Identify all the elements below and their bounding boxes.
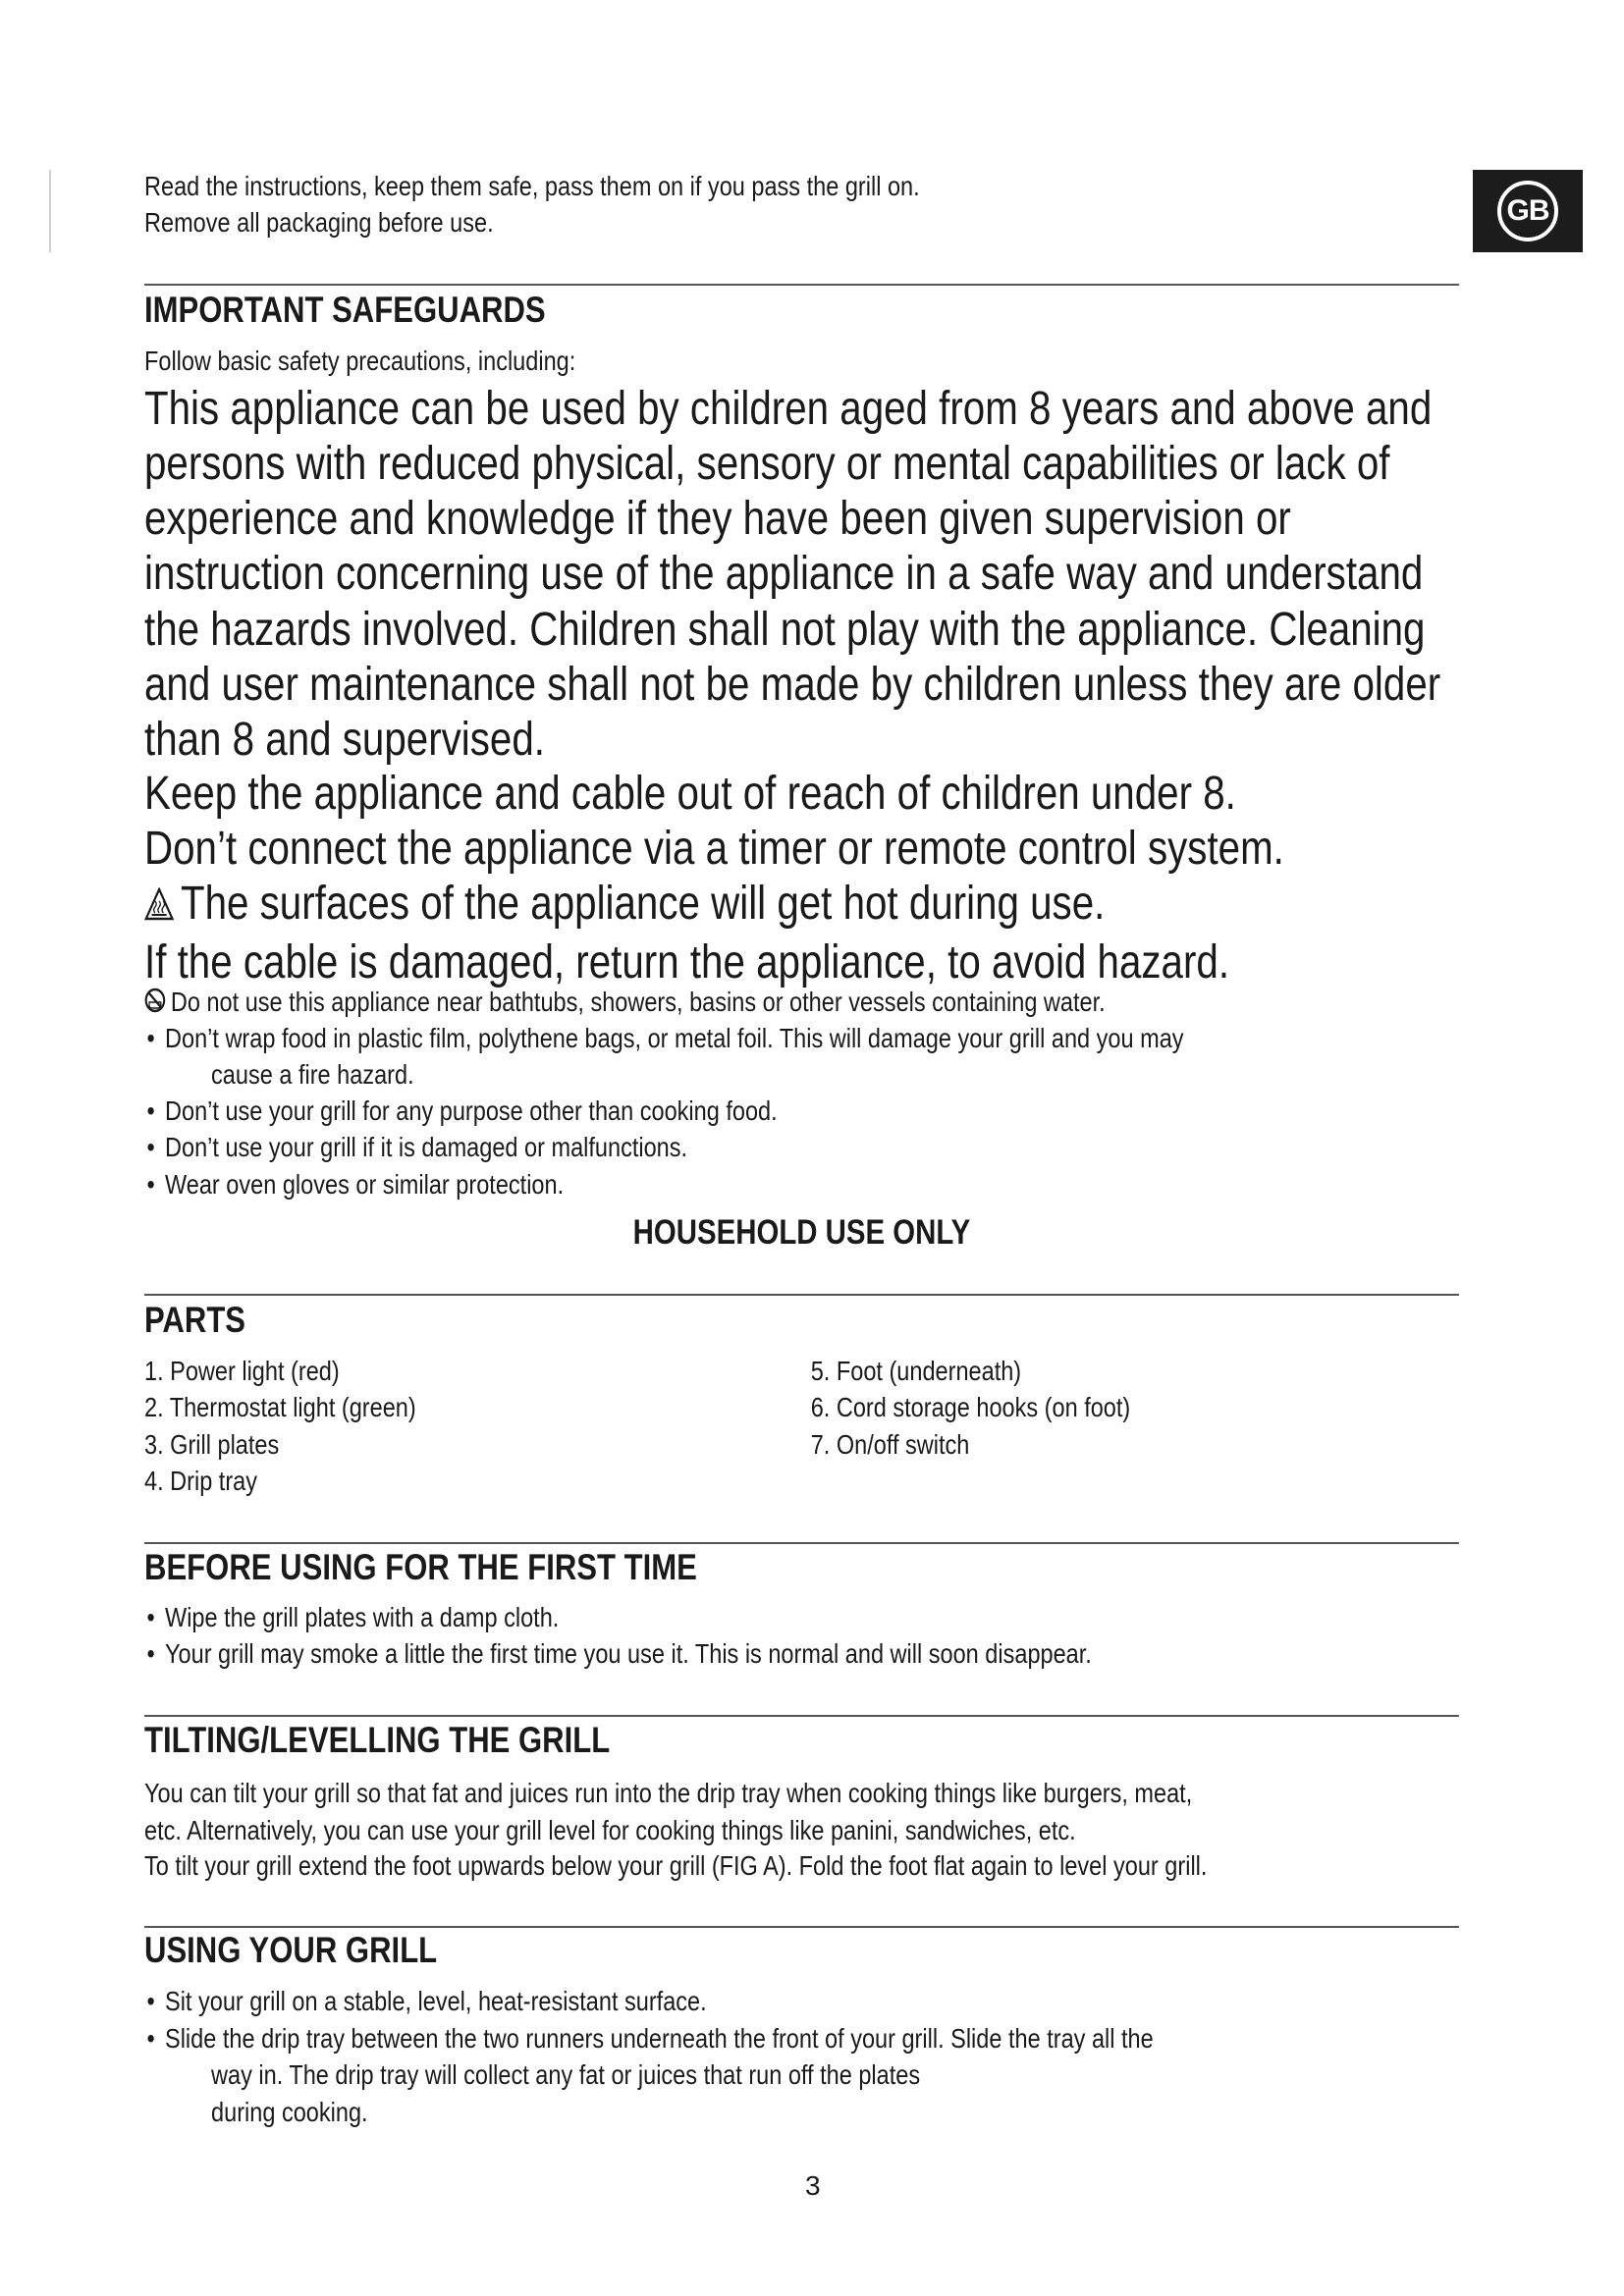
bullet-item: • Wipe the grill plates with a damp cloth.	[144, 1600, 559, 1635]
bullet-item: • Your grill may smoke a little the first time you use it. This is normal and will soon disappear.	[144, 1636, 1092, 1672]
section-title-first-time: BEFORE USING FOR THE FIRST TIME	[144, 1547, 697, 1587]
section-divider	[144, 1542, 1459, 1544]
page-content	[144, 0, 1459, 2296]
tilting-text: To tilt your grill extend the foot upwards below your grill (FIG A). Fold the foot flat again to level your grill.	[144, 1850, 1208, 1881]
page-number: 3	[805, 2170, 821, 2201]
hot-surface-line	[144, 877, 1105, 932]
bullet-continuation: during cooking.	[211, 2097, 368, 2127]
intro-line: Remove all packaging before use.	[144, 207, 494, 238]
bullet-continuation: cause a fire hazard.	[211, 1059, 414, 1090]
household-use-only: HOUSEHOLD USE ONLY	[632, 1213, 971, 1252]
bullet-item: • Slide the drip tray between the two runners underneath the front of your grill. Slide the tray all the	[144, 2021, 1154, 2056]
hot-surface-text: The surfaces of the appliance will get hot during use.	[180, 878, 1106, 930]
warning-line: Don’t connect the appliance via a timer or remote control system.	[144, 823, 1284, 875]
section-divider	[144, 1294, 1459, 1296]
part-item: 5. Foot (underneath)	[810, 1356, 1022, 1386]
bullet-item: • Don’t wrap food in plastic film, polythene bags, or metal foil. This will damage your grill and you may	[144, 1021, 1184, 1056]
tilting-text: You can tilt your grill so that fat and juices run into the drip tray when cooking things like burgers, meat,	[144, 1778, 1193, 1808]
bullet-item: • Wear oven gloves or similar protection.	[144, 1167, 564, 1202]
intro-line: Read the instructions, keep them safe, pass them on if you pass the grill on.	[144, 171, 920, 201]
part-item: 7. On/off switch	[810, 1429, 970, 1460]
safeguards-subtitle: Follow basic safety precautions, including:	[144, 346, 576, 376]
warning-line: Keep the appliance and cable out of reach of children under 8.	[144, 768, 1236, 820]
section-divider	[144, 1926, 1459, 1928]
part-item: 1. Power light (red)	[144, 1356, 340, 1386]
section-title-safeguards: IMPORTANT SAFEGUARDS	[144, 290, 546, 330]
bullet-continuation: way in. The drip tray will collect any fat or juices that run off the plates	[211, 2059, 921, 2090]
warning-line: instruction concerning use of the appliance in a safe way and understand	[144, 548, 1424, 600]
margin-line	[49, 170, 51, 252]
section-divider	[144, 284, 1459, 286]
tilting-text: etc. Alternatively, you can use your grill level for cooking things like panini, sandwiches, etc.	[144, 1815, 1076, 1845]
water-warning-line	[144, 985, 1106, 1020]
section-divider	[144, 1715, 1459, 1717]
part-item: 4. Drip tray	[144, 1466, 258, 1496]
hot-surface-warning-icon	[144, 879, 174, 934]
warning-line: experience and knowledge if they have been given supervision or	[144, 493, 1291, 545]
warning-line: This appliance can be used by children aged from 8 years and above and	[144, 383, 1433, 435]
bullet-item: • Don’t use your grill for any purpose other than cooking food.	[144, 1094, 778, 1129]
part-item: 2. Thermostat light (green)	[144, 1392, 416, 1422]
bullet-item: • Sit your grill on a stable, level, heat-resistant surface.	[144, 1984, 707, 2019]
warning-line: than 8 and supervised.	[144, 714, 545, 766]
warning-line: persons with reduced physical, sensory or mental capabilities or lack of	[144, 438, 1390, 490]
no-water-icon	[144, 987, 166, 1022]
badge-label: GB	[1497, 181, 1558, 241]
section-title-using: USING YOUR GRILL	[144, 1930, 438, 1970]
warning-line: the hazards involved. Children shall not play with the appliance. Cleaning	[144, 604, 1426, 656]
section-title-tilting: TILTING/LEVELLING THE GRILL	[144, 1720, 611, 1760]
part-item: 6. Cord storage hooks (on foot)	[810, 1392, 1131, 1422]
water-warning-text: Do not use this appliance near bathtubs, showers, basins or other vessels containing water.	[170, 987, 1106, 1017]
section-title-parts: PARTS	[144, 1300, 246, 1340]
bullet-item: • Don’t use your grill if it is damaged or malfunctions.	[144, 1130, 687, 1165]
language-badge	[1473, 170, 1583, 252]
part-item: 3. Grill plates	[144, 1429, 280, 1460]
warning-line: If the cable is damaged, return the appliance, to avoid hazard.	[144, 936, 1230, 988]
warning-line: and user maintenance shall not be made by children unless they are older	[144, 659, 1441, 711]
